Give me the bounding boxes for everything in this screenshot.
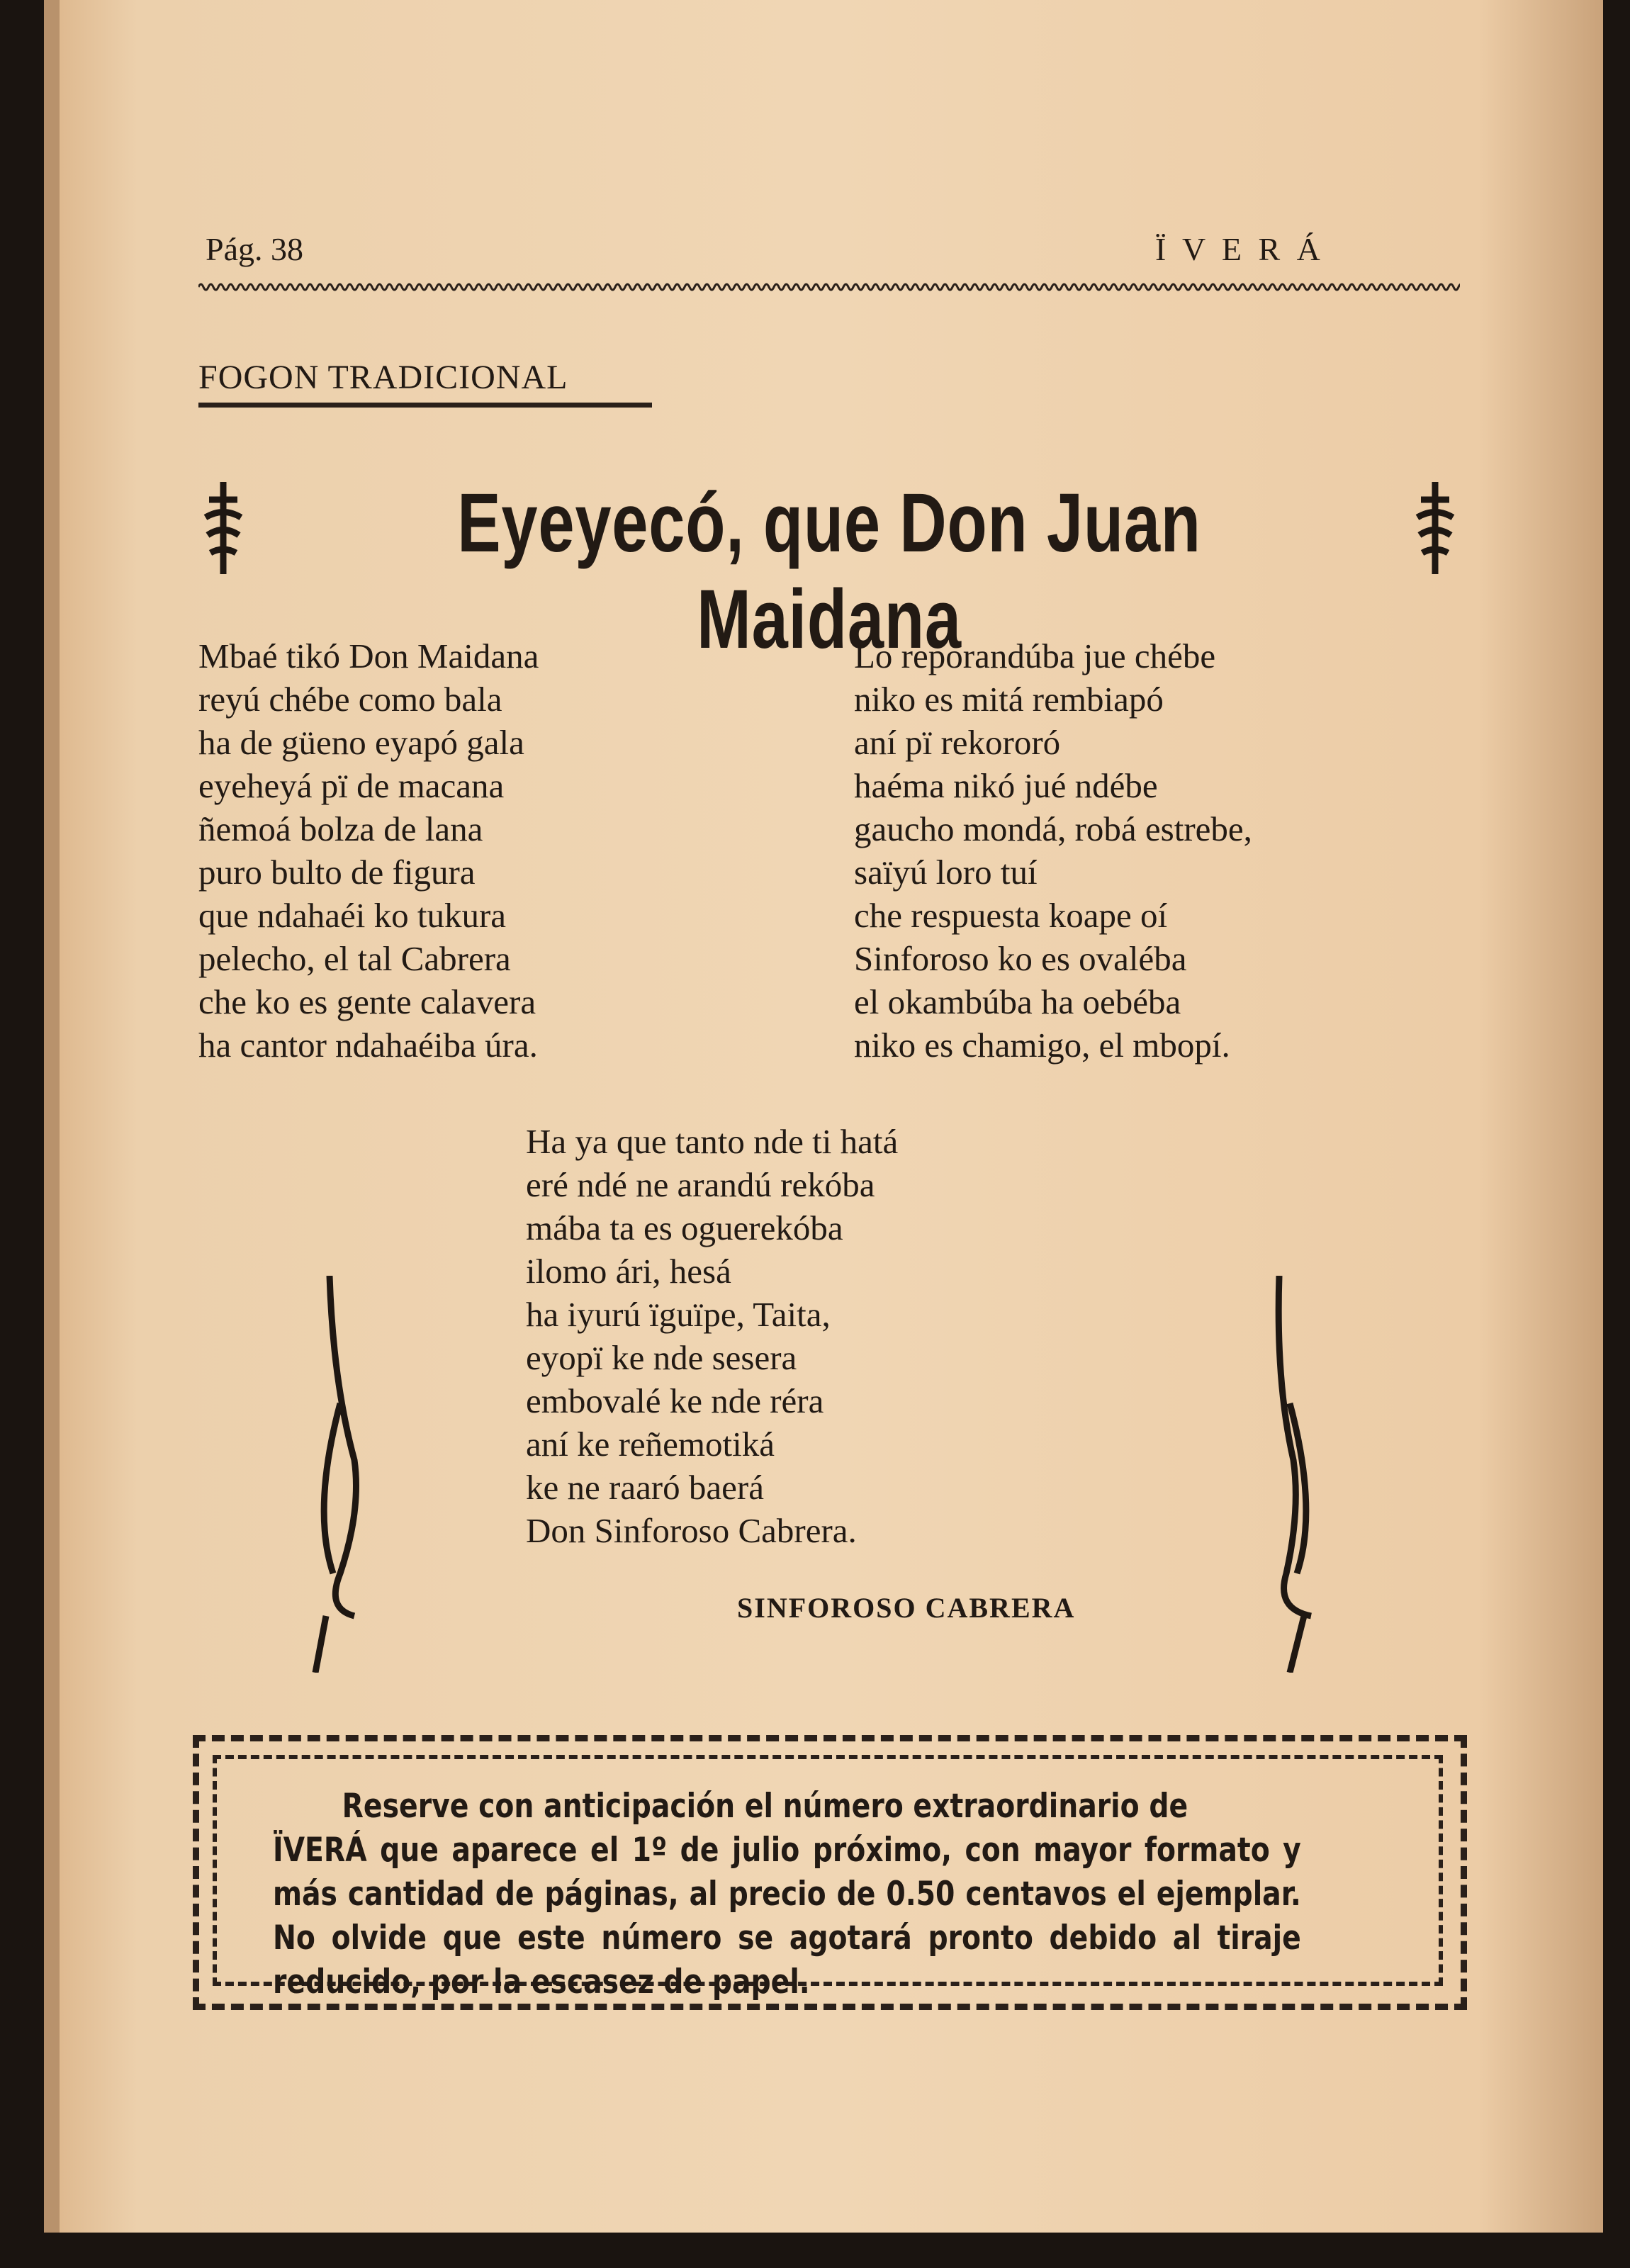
magazine-name: Ï V E R Á bbox=[1155, 231, 1325, 267]
poem-line: niko es mitá rembiapó bbox=[854, 680, 1164, 719]
right-leaf-ornament-icon bbox=[1269, 1276, 1325, 1673]
poem-line: che respuesta koape oí bbox=[854, 896, 1168, 935]
poem-line: eyopï ke nde sesera bbox=[526, 1338, 797, 1377]
poem-line: eyeheyá pï de macana bbox=[198, 766, 505, 805]
poem-line: ilomo ári, hesá bbox=[526, 1252, 731, 1291]
poem-line: Mbaé tikó Don Maidana bbox=[198, 636, 539, 675]
poem-line: ha de güeno eyapó gala bbox=[198, 723, 524, 762]
poem-author: SINFOROSO CABRERA bbox=[737, 1592, 1076, 1624]
poem-line: Lo reporandúba jue chébe bbox=[854, 636, 1216, 675]
poem-line: Ha ya que tanto nde ti hatá bbox=[526, 1122, 899, 1161]
poem-line: reyú chébe como bala bbox=[198, 680, 502, 719]
poem-line: aní ke reñemotiká bbox=[526, 1425, 775, 1464]
section-underline bbox=[198, 403, 652, 408]
poem-line: ñemoá bolza de lana bbox=[198, 809, 483, 848]
poem-line: haéma nikó jué ndébe bbox=[854, 766, 1158, 805]
section-heading: FOGON TRADICIONAL bbox=[198, 359, 568, 396]
poem-line: niko es chamigo, el mbopí. bbox=[854, 1026, 1230, 1065]
poem-line: puro bulto de figura bbox=[198, 853, 476, 892]
notice-first-line: Reserve con anticipación el número extraordinario de bbox=[342, 1787, 1188, 1826]
poem-line: pelecho, el tal Cabrera bbox=[198, 939, 511, 978]
notice-body: ÏVERÁ que aparece el 1º de julio próximo, con mayor formato y más cantidad de páginas, al precio de 0.50 centavos el ejemplar. No olvide que este número se agotará pronto debido al tiraje reducido, por la escasez de papel. bbox=[273, 1831, 1301, 2002]
article-title: Eyeyecó, que Don Juan Maidana bbox=[457, 476, 1201, 666]
poem-line: el okambúba ha oebéba bbox=[854, 982, 1181, 1021]
poem-center-stanza bbox=[526, 1120, 898, 1552]
poem-right-stanza bbox=[854, 634, 1252, 1067]
poem-line: que ndahaéi ko tukura bbox=[198, 896, 507, 935]
poem-left-stanza bbox=[198, 634, 539, 1067]
right-ornament-icon bbox=[1414, 482, 1456, 574]
poem-line: aní pï rekororó bbox=[854, 723, 1061, 762]
notice-text bbox=[273, 1785, 1301, 2004]
poem-line: Sinforoso ko es ovaléba bbox=[854, 939, 1187, 978]
poem-line: ke ne raaró baerá bbox=[526, 1468, 764, 1507]
poem-line: ha iyurú ïguïpe, Taita, bbox=[526, 1295, 831, 1334]
poem-line: mába ta es oguerekóba bbox=[526, 1208, 843, 1247]
left-ornament-icon bbox=[202, 482, 244, 574]
left-leaf-ornament-icon bbox=[312, 1276, 369, 1673]
poem-line: embovalé ke nde réra bbox=[526, 1381, 824, 1420]
page-spine bbox=[44, 0, 60, 2233]
wavy-rule bbox=[198, 280, 1460, 294]
page-number: Pág. 38 bbox=[206, 231, 303, 267]
poem-line: che ko es gente calavera bbox=[198, 982, 536, 1021]
poem-line: eré ndé ne arandú rekóba bbox=[526, 1165, 875, 1204]
poem-line: gaucho mondá, robá estrebe, bbox=[854, 809, 1252, 848]
poem-line: Don Sinforoso Cabrera. bbox=[526, 1511, 857, 1550]
poem-line: ha cantor ndahaéiba úra. bbox=[198, 1026, 538, 1065]
poem-line: saïyú loro tuí bbox=[854, 853, 1038, 892]
